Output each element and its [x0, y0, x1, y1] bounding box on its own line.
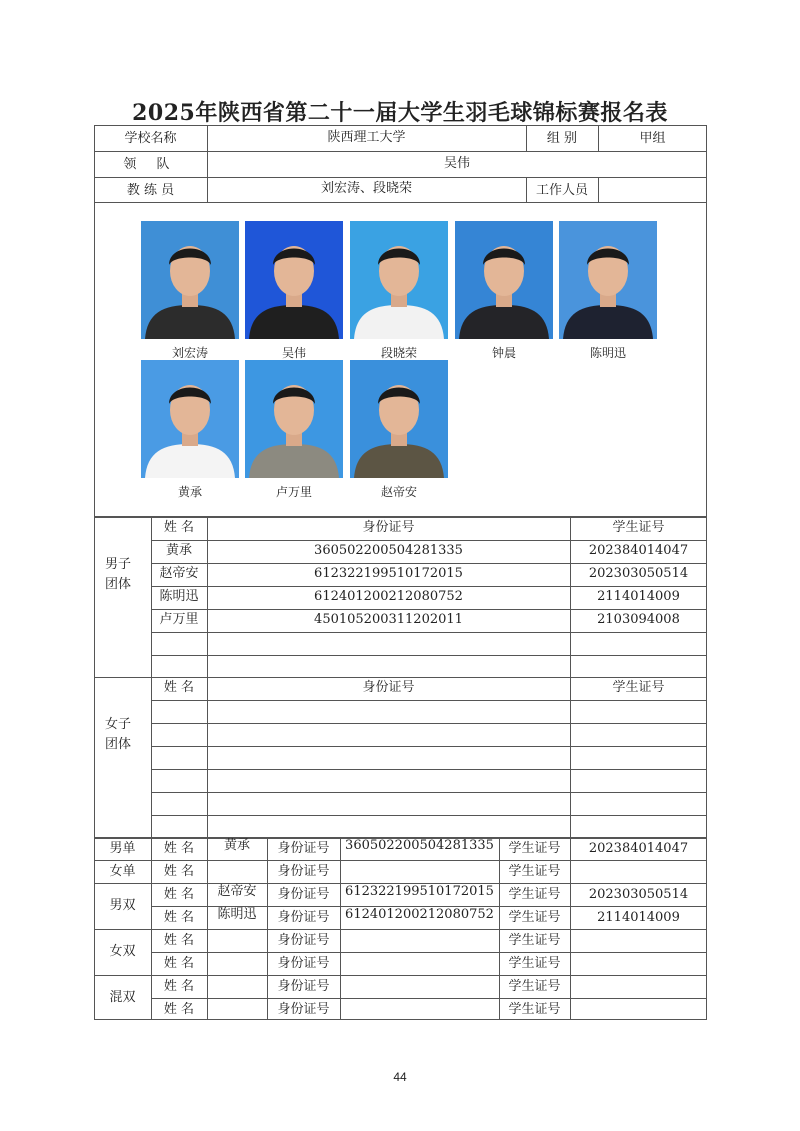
portrait-photo — [245, 360, 343, 478]
mens-team-player-student-id: 202384014047 — [588, 543, 689, 558]
event-name-label: 姓 名 — [163, 910, 195, 925]
portrait-caption: 段晓荣 — [380, 346, 417, 360]
event-player-name: 赵帝安 — [217, 884, 257, 899]
mens-team-player-id: 612401200212080752 — [314, 589, 463, 604]
portrait-photo — [141, 221, 239, 339]
event-student-label: 学生证号 — [508, 956, 561, 971]
leader-label: 领 队 — [123, 157, 178, 172]
page-number: 44 — [393, 1070, 407, 1084]
portrait-photo — [141, 360, 239, 478]
portrait-photo — [559, 221, 657, 339]
school-name-value: 陕西理工大学 — [327, 130, 406, 145]
event-name-label: 姓 名 — [163, 933, 195, 948]
event-name-label: 姓 名 — [163, 1002, 195, 1017]
mens-team-player-name: 卢万里 — [159, 612, 199, 627]
mens-doubles-label: 男双 — [109, 898, 136, 913]
event-name-label: 姓 名 — [163, 956, 195, 971]
staff-label: 工作人员 — [535, 183, 588, 198]
event-player-id: 612322199510172015 — [345, 884, 494, 899]
event-player-student-id: 2114014009 — [597, 910, 680, 925]
group-label: 组 别 — [546, 131, 578, 146]
portrait-photo — [245, 221, 343, 339]
mens-team-player-name: 黄承 — [165, 543, 192, 558]
womens-singles-label: 女单 — [109, 864, 136, 879]
leader-value: 吴伟 — [443, 156, 470, 171]
mens-team-player-student-id: 2114014009 — [597, 589, 680, 604]
womens-team-name-header: 姓 名 — [163, 680, 195, 695]
mens-team-player-id: 360502200504281335 — [314, 543, 463, 558]
womens-team-table — [94, 677, 707, 838]
portrait-caption: 陈明迅 — [589, 346, 626, 360]
womens-team-label: 女子团体 — [104, 717, 131, 752]
mens-singles-label: 男单 — [109, 841, 136, 856]
womens-doubles-label: 女双 — [109, 944, 136, 959]
womens-team-id-header: 身份证号 — [362, 680, 415, 695]
event-name-label: 姓 名 — [163, 979, 195, 994]
event-name-label: 姓 名 — [163, 841, 195, 856]
event-player-name: 黄承 — [223, 838, 250, 853]
event-name-label: 姓 名 — [163, 887, 195, 902]
coach-label: 教 练 员 — [126, 183, 175, 198]
event-student-label: 学生证号 — [508, 841, 561, 856]
event-id-label: 身份证号 — [277, 1002, 330, 1017]
event-student-label: 学生证号 — [508, 1002, 561, 1017]
event-student-label: 学生证号 — [508, 979, 561, 994]
portrait-caption: 吴伟 — [281, 346, 306, 360]
mens-team-player-id: 450105200311202011 — [314, 612, 463, 627]
event-id-label: 身份证号 — [277, 910, 330, 925]
portrait-caption: 黄承 — [177, 485, 202, 499]
mens-team-name-header: 姓 名 — [163, 520, 195, 535]
event-student-label: 学生证号 — [508, 910, 561, 925]
event-id-label: 身份证号 — [277, 979, 330, 994]
womens-team-student-header: 学生证号 — [612, 680, 665, 695]
event-name-label: 姓 名 — [163, 864, 195, 879]
mens-team-player-student-id: 202303050514 — [588, 566, 689, 581]
form-title: 2025年陕西省第二十一届大学生羽毛球锦标赛报名表 — [132, 100, 668, 126]
event-player-id: 612401200212080752 — [345, 907, 494, 922]
mens-team-id-header: 身份证号 — [362, 520, 415, 535]
event-id-label: 身份证号 — [277, 841, 330, 856]
coach-value: 刘宏涛、段晓荣 — [320, 181, 412, 196]
portrait-photo — [350, 360, 448, 478]
event-student-label: 学生证号 — [508, 933, 561, 948]
event-student-label: 学生证号 — [508, 864, 561, 879]
portrait-caption: 卢万里 — [275, 485, 312, 499]
event-id-label: 身份证号 — [277, 933, 330, 948]
mens-team-player-student-id: 2103094008 — [597, 612, 680, 627]
event-student-label: 学生证号 — [508, 887, 561, 902]
portrait-caption: 赵帝安 — [380, 485, 417, 499]
mixed-doubles-label: 混双 — [109, 990, 136, 1005]
mens-team-student-header: 学生证号 — [612, 520, 665, 535]
portrait-photo — [455, 221, 553, 339]
mens-team-label: 男子团体 — [104, 557, 131, 592]
event-id-label: 身份证号 — [277, 864, 330, 879]
mens-team-player-name: 赵帝安 — [159, 566, 199, 581]
portrait-caption: 钟晨 — [491, 346, 516, 360]
event-id-label: 身份证号 — [277, 887, 330, 902]
event-id-label: 身份证号 — [277, 956, 330, 971]
event-player-student-id: 202384014047 — [588, 841, 689, 856]
group-value: 甲组 — [639, 131, 666, 146]
portrait-photo — [350, 221, 448, 339]
mens-team-player-name: 陈明迅 — [159, 589, 199, 604]
event-player-student-id: 202303050514 — [588, 887, 689, 902]
school-name-label: 学校名称 — [124, 131, 177, 146]
mens-team-player-id: 612322199510172015 — [314, 566, 463, 581]
event-player-id: 360502200504281335 — [345, 838, 494, 853]
event-player-name: 陈明迅 — [217, 907, 257, 922]
portrait-caption: 刘宏涛 — [171, 346, 208, 360]
